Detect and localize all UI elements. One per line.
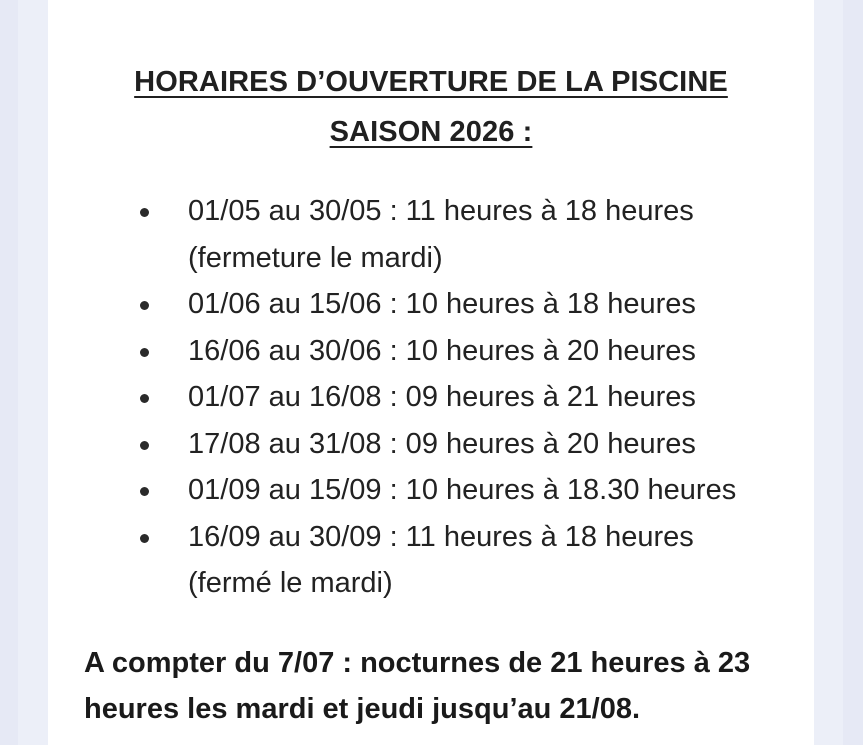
schedule-list [140,188,800,607]
night-sessions-line2: heures les mardi et jeudi jusqu’au 21/08. [84,693,641,725]
schedule-item [140,374,800,421]
schedule-item [140,467,800,514]
document-page [48,0,814,745]
schedule-item [140,514,800,607]
bullet-icon [140,348,149,357]
document-title: HORAIRES D’OUVERTURE DE LA PISCINE [134,66,728,98]
night-sessions-line1: A compter du 7/07 : nocturnes de 21 heures à 23 [84,647,751,679]
bullet-icon [140,394,149,403]
schedule-item-text: 01/09 au 15/09 : 10 heures à 18.30 heures [188,474,737,506]
schedule-item [140,188,800,281]
schedule-item-text: 16/09 au 30/09 : 11 heures à 18 heures [188,520,694,553]
schedule-item [140,281,800,328]
bullet-icon [140,208,149,217]
schedule-item-note: (fermeture le mardi) [188,241,443,274]
right-margin-strip [843,0,863,745]
night-sessions-note [84,640,804,732]
bullet-icon [140,301,149,310]
schedule-item-text: 17/08 au 31/08 : 09 heures à 20 heures [188,427,696,460]
schedule-item-text: 01/06 au 15/06 : 10 heures à 18 heures [188,288,696,320]
left-margin-strip [0,0,18,745]
schedule-item-text: 16/06 au 30/06 : 10 heures à 20 heures [188,334,696,367]
document-subtitle: SAISON 2026 : [329,116,533,148]
schedule-item [140,328,800,375]
bullet-icon [140,534,149,543]
bullet-icon [140,487,149,496]
schedule-item-text: 01/05 au 30/05 : 11 heures à 18 heures [188,195,694,227]
schedule-item-note: (fermé le mardi) [188,567,393,599]
bullet-icon [140,441,149,450]
schedule-item-text: 01/07 au 16/08 : 09 heures à 21 heures [188,381,696,413]
schedule-item [140,421,800,468]
